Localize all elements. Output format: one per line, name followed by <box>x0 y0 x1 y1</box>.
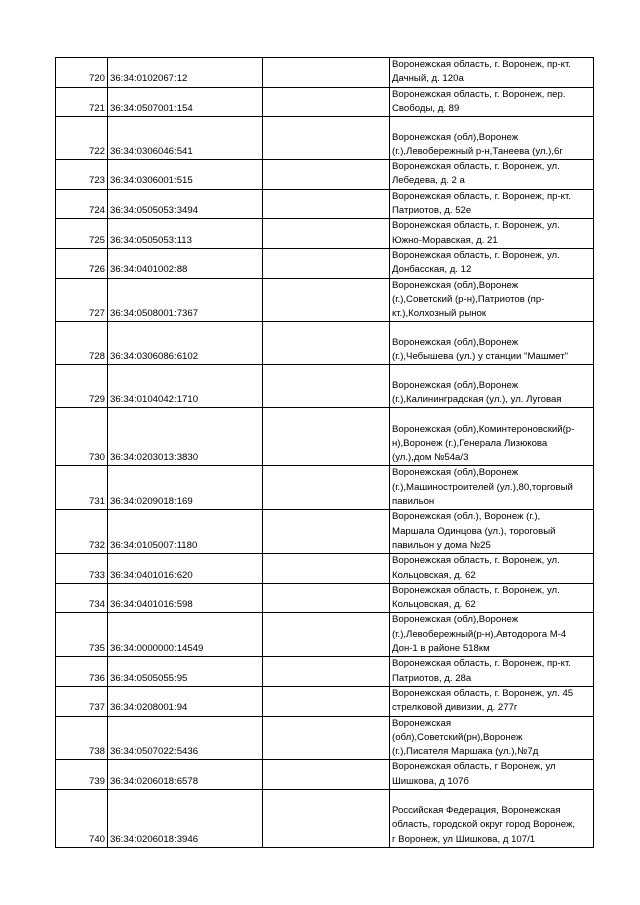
row-number-cell: 739 <box>56 760 108 790</box>
empty-cell <box>263 248 390 278</box>
empty-cell <box>263 554 390 584</box>
cadastral-number-cell: 36:34:0306001:515 <box>108 160 263 190</box>
table-row <box>56 613 594 657</box>
property-table <box>55 57 594 848</box>
cadastral-number-cell: 36:34:0209018:169 <box>108 466 263 510</box>
address-cell: Воронежская область, г. Воронеж, пр-кт. Патриотов, д. 52е <box>390 189 594 219</box>
cadastral-number-cell: 36:34:0306086:6102 <box>108 322 263 365</box>
cadastral-number-cell: 36:34:0507001:154 <box>108 87 263 117</box>
row-number-cell: 734 <box>56 583 108 613</box>
address-cell: Воронежская (обл),Воронеж (г.),Калининградская (ул.), ул. Луговая <box>390 365 594 408</box>
empty-cell <box>263 87 390 117</box>
empty-cell <box>263 189 390 219</box>
address-cell: Воронежская область, г. Воронеж, ул. Кольцовская, д. 62 <box>390 583 594 613</box>
table-row <box>56 248 594 278</box>
empty-cell <box>263 160 390 190</box>
address-cell: Воронежская (обл),Советский(рн),Воронеж (г.),Писателя Маршака (ул.),№7д <box>390 716 594 760</box>
cadastral-number-cell: 36:34:0507022:5436 <box>108 716 263 760</box>
address-cell: Российская Федерация, Воронежская область, городской округ город Воронеж, г Воронеж, ул Шишкова, д 107/1 <box>390 789 594 847</box>
table-row <box>56 554 594 584</box>
cadastral-number-cell: 36:34:0505055:95 <box>108 657 263 687</box>
empty-cell <box>263 789 390 847</box>
row-number-cell: 736 <box>56 657 108 687</box>
address-cell: Воронежская область, г. Воронеж, ул. Лебедева, д. 2 а <box>390 160 594 190</box>
empty-cell <box>263 760 390 790</box>
row-number-cell: 726 <box>56 248 108 278</box>
address-cell: Воронежская (обл),Коминтероновский(р- н),Воронеж (г.),Генерала Лизюкова (ул.),дом №54а/3 <box>390 408 594 466</box>
row-number-cell: 725 <box>56 219 108 249</box>
address-cell: Воронежская область, г. Воронеж, ул. Южно-Моравская, д. 21 <box>390 219 594 249</box>
table-row <box>56 789 594 847</box>
cadastral-number-cell: 36:34:0206018:6578 <box>108 760 263 790</box>
empty-cell <box>263 613 390 657</box>
property-table-body <box>56 58 594 848</box>
cadastral-number-cell: 36:34:0505053:3494 <box>108 189 263 219</box>
row-number-cell: 737 <box>56 686 108 716</box>
empty-cell <box>263 716 390 760</box>
empty-cell <box>263 466 390 510</box>
table-row <box>56 686 594 716</box>
empty-cell <box>263 219 390 249</box>
cadastral-number-cell: 36:34:0102067:12 <box>108 58 263 88</box>
empty-cell <box>263 657 390 687</box>
empty-cell <box>263 322 390 365</box>
table-row <box>56 58 594 88</box>
table-row <box>56 160 594 190</box>
table-row <box>56 657 594 687</box>
empty-cell <box>263 278 390 322</box>
cadastral-number-cell: 36:34:0306046:541 <box>108 117 263 160</box>
address-cell: Воронежская (обл),Воронеж (г.),Левобережный(р-н),Автодорога М-4 Дон-1 в районе 518км <box>390 613 594 657</box>
cadastral-number-cell: 36:34:0508001:7367 <box>108 278 263 322</box>
table-row <box>56 760 594 790</box>
empty-cell <box>263 58 390 88</box>
row-number-cell: 721 <box>56 87 108 117</box>
table-row <box>56 466 594 510</box>
address-cell: Воронежская область, г. Воронеж, пр-кт. Дачный, д. 120а <box>390 58 594 88</box>
cadastral-number-cell: 36:34:0401016:598 <box>108 583 263 613</box>
address-cell: Воронежская (обл.), Воронеж (г.), Маршала Одинцова (ул.), тороговый павильон у дома №25 <box>390 510 594 554</box>
row-number-cell: 732 <box>56 510 108 554</box>
row-number-cell: 723 <box>56 160 108 190</box>
row-number-cell: 720 <box>56 58 108 88</box>
empty-cell <box>263 583 390 613</box>
address-cell: Воронежская область, г Воронеж, ул Шишкова, д 107б <box>390 760 594 790</box>
row-number-cell: 724 <box>56 189 108 219</box>
row-number-cell: 722 <box>56 117 108 160</box>
row-number-cell: 735 <box>56 613 108 657</box>
table-row <box>56 365 594 408</box>
table-row <box>56 189 594 219</box>
address-cell: Воронежская (обл),Воронеж (г.),Машиностроителей (ул.),80,торговый павильон <box>390 466 594 510</box>
table-row <box>56 219 594 249</box>
cadastral-number-cell: 36:34:0505053:113 <box>108 219 263 249</box>
table-row <box>56 87 594 117</box>
cadastral-number-cell: 36:34:0208001:94 <box>108 686 263 716</box>
address-cell: Воронежская (обл),Воронеж (г.),Чебышева (ул.) у станции "Машмет" <box>390 322 594 365</box>
address-cell: Воронежская (обл),Воронеж (г.),Левобережный р-н,Танеева (ул.),6г <box>390 117 594 160</box>
table-row <box>56 583 594 613</box>
cadastral-number-cell: 36:34:0000000:14549 <box>108 613 263 657</box>
row-number-cell: 729 <box>56 365 108 408</box>
empty-cell <box>263 510 390 554</box>
cadastral-number-cell: 36:34:0401002:88 <box>108 248 263 278</box>
row-number-cell: 740 <box>56 789 108 847</box>
table-row <box>56 408 594 466</box>
address-cell: Воронежская область, г. Воронеж, ул. Донбасская, д. 12 <box>390 248 594 278</box>
row-number-cell: 738 <box>56 716 108 760</box>
table-row <box>56 716 594 760</box>
row-number-cell: 731 <box>56 466 108 510</box>
row-number-cell: 727 <box>56 278 108 322</box>
table-row <box>56 322 594 365</box>
row-number-cell: 733 <box>56 554 108 584</box>
address-cell: Воронежская область, г. Воронеж, ул. 45 стрелковой дивизии, д. 277г <box>390 686 594 716</box>
table-row <box>56 510 594 554</box>
row-number-cell: 730 <box>56 408 108 466</box>
empty-cell <box>263 117 390 160</box>
table-row <box>56 278 594 322</box>
empty-cell <box>263 408 390 466</box>
table-row <box>56 117 594 160</box>
address-cell: Воронежская область, г. Воронеж, пер. Свободы, д. 89 <box>390 87 594 117</box>
cadastral-number-cell: 36:34:0203013:3830 <box>108 408 263 466</box>
cadastral-number-cell: 36:34:0206018:3946 <box>108 789 263 847</box>
cadastral-number-cell: 36:34:0401016:620 <box>108 554 263 584</box>
row-number-cell: 728 <box>56 322 108 365</box>
cadastral-number-cell: 36:34:0105007:1180 <box>108 510 263 554</box>
address-cell: Воронежская область, г. Воронеж, ул. Кольцовская, д. 62 <box>390 554 594 584</box>
empty-cell <box>263 365 390 408</box>
address-cell: Воронежская (обл),Воронеж (г.),Советский (р-н),Патриотов (пр- кт.),Колхозный рынок <box>390 278 594 322</box>
cadastral-number-cell: 36:34:0104042:1710 <box>108 365 263 408</box>
empty-cell <box>263 686 390 716</box>
address-cell: Воронежская область, г. Воронеж, пр-кт. Патриотов, д. 28а <box>390 657 594 687</box>
